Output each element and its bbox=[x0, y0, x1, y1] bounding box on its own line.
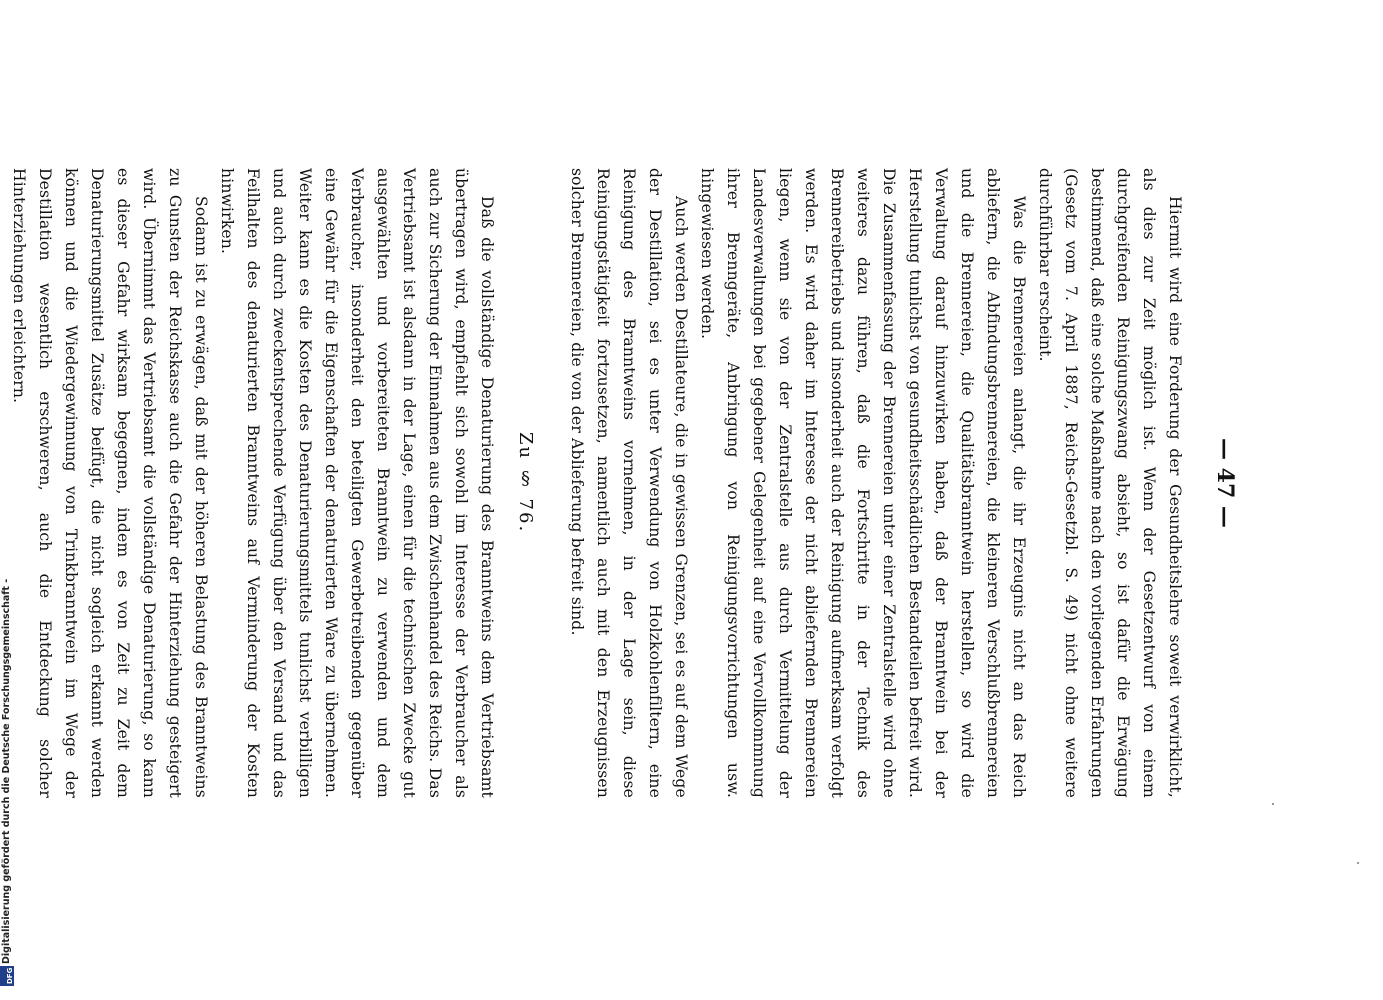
dfg-credit-text: Digitalisierung gefördert durch die Deutsche Forschungsgemeinschaft - bbox=[1, 578, 12, 964]
rotated-page bbox=[10, 168, 1240, 798]
section-title-76: Zu § 76. bbox=[515, 432, 536, 534]
dfg-credit-strip bbox=[0, 578, 14, 990]
page-number: — 47 — bbox=[1212, 438, 1238, 528]
paragraph-brennereien: Was die Brennereien anlangt, die ihr Erzeugnis nicht an das Reich abliefern, die Abfindungsbrennereien, die kleineren Verschlußbrennereien und die Brennereien, die Qualitätsbranntwein herstellen, so wird die Verwaltung darauf hinzuwirken haben, daß der Branntwein bei der Herstellung tunlichst von gesundheitsschädlichen Bestandteilen befreit wird. Die Zusammenfassung der Brennereien unter einer Zentralstelle wird ohne weiteres dazu führen, daß die Fortschritte in der Technik des Brennereibetriebs und insonderheit auch der Reinigung aufmerksam verfolgt werden. Es wird daher im Interesse der nicht abliefernden Brennereien liegen, wenn sie von der Zentralstelle aus durch Vermittelung der Landesverwaltungen bei gegebener Gelegenheit auf eine Vervollkommnung ihrer Brenngeräte, Anbringung von Reinigungsvorrichtungen usw. hingewiesen werden. bbox=[698, 168, 1028, 798]
scan-speck bbox=[1272, 803, 1274, 805]
paragraph-sodann: Sodann ist zu erwägen, daß mit der höheren Belastung des Branntweins zu Gunsten der Reichskasse auch die Gefahr der Hinterziehung gesteigert wird. Übernimmt das Vertriebsamt die vollständige Denaturierung, so kann es dieser Gefahr wirksam begegnen, indem es von Zeit zu Zeit dem Denaturierungsmittel Zusätze beifügt, die nicht sogleich erkannt werden können und die Wiedergewinnung von Trinkbranntwein im Wege der Destillation wesentlich erschweren, auch die Entdeckung solcher Hinterziehungen erleichtern. bbox=[10, 168, 210, 798]
scan-speck bbox=[1357, 862, 1359, 864]
paragraph-denaturierung: Daß die vollständige Denaturierung des Branntweins dem Vertriebsamt übertragen wird, empfiehlt sich sowohl im Interesse der Verbraucher als auch zur Sicherung der Einnahmen aus dem Zwischenhandel des Reichs. Das Vertriebsamt ist alsdann in der Lage, einen für die technischen Zwecke gut ausgewählten und vorbereiteten Branntwein zu verwenden und dem Verbraucher, insonderheit den beteiligten Gewerbetreibenden gegenüber eine Gewähr für die Eigenschaften der denaturierten Ware zu übernehmen. Weiter kann es die Kosten des Denaturierungsmittels tunlichst verbilligen und auch durch zweckentsprechende Verfügung über den Versand und das Feilhalten des denaturierten Branntweins auf Verminderung der Kosten hinwirken. bbox=[218, 168, 496, 798]
paragraph-destillateure: Auch werden Destillateure, die in gewissen Grenzen, sei es auf dem Wege der Destillation, sei es unter Verwendung von Holzkohlenfiltern, eine Reinigung des Branntweins vornehmen, in der Lage sein, diese Reinigungstätigkeit fortzusetzen, namentlich auch mit den Erzeugnissen solcher Brennereien, die von der Ablieferung befreit sind. bbox=[568, 168, 690, 798]
dfg-logo: DFG bbox=[0, 966, 14, 986]
paragraph-hiermit: Hiermit wird eine Forderung der Gesundheitslehre soweit verwirklicht, als dies zur Zeit möglich ist. Wenn der Gesetzentwurf von einem durchgreifenden Reinigungszwang absieht, so ist dafür die Erwägung bestimmend, daß eine solche Maßnahme nach den vorliegenden Erfahrungen (Gesetz vom 7. April 1887, Reichs-Gesetzbl. S. 49) nicht ohne weitere durchführbar erscheint. bbox=[1036, 168, 1184, 798]
